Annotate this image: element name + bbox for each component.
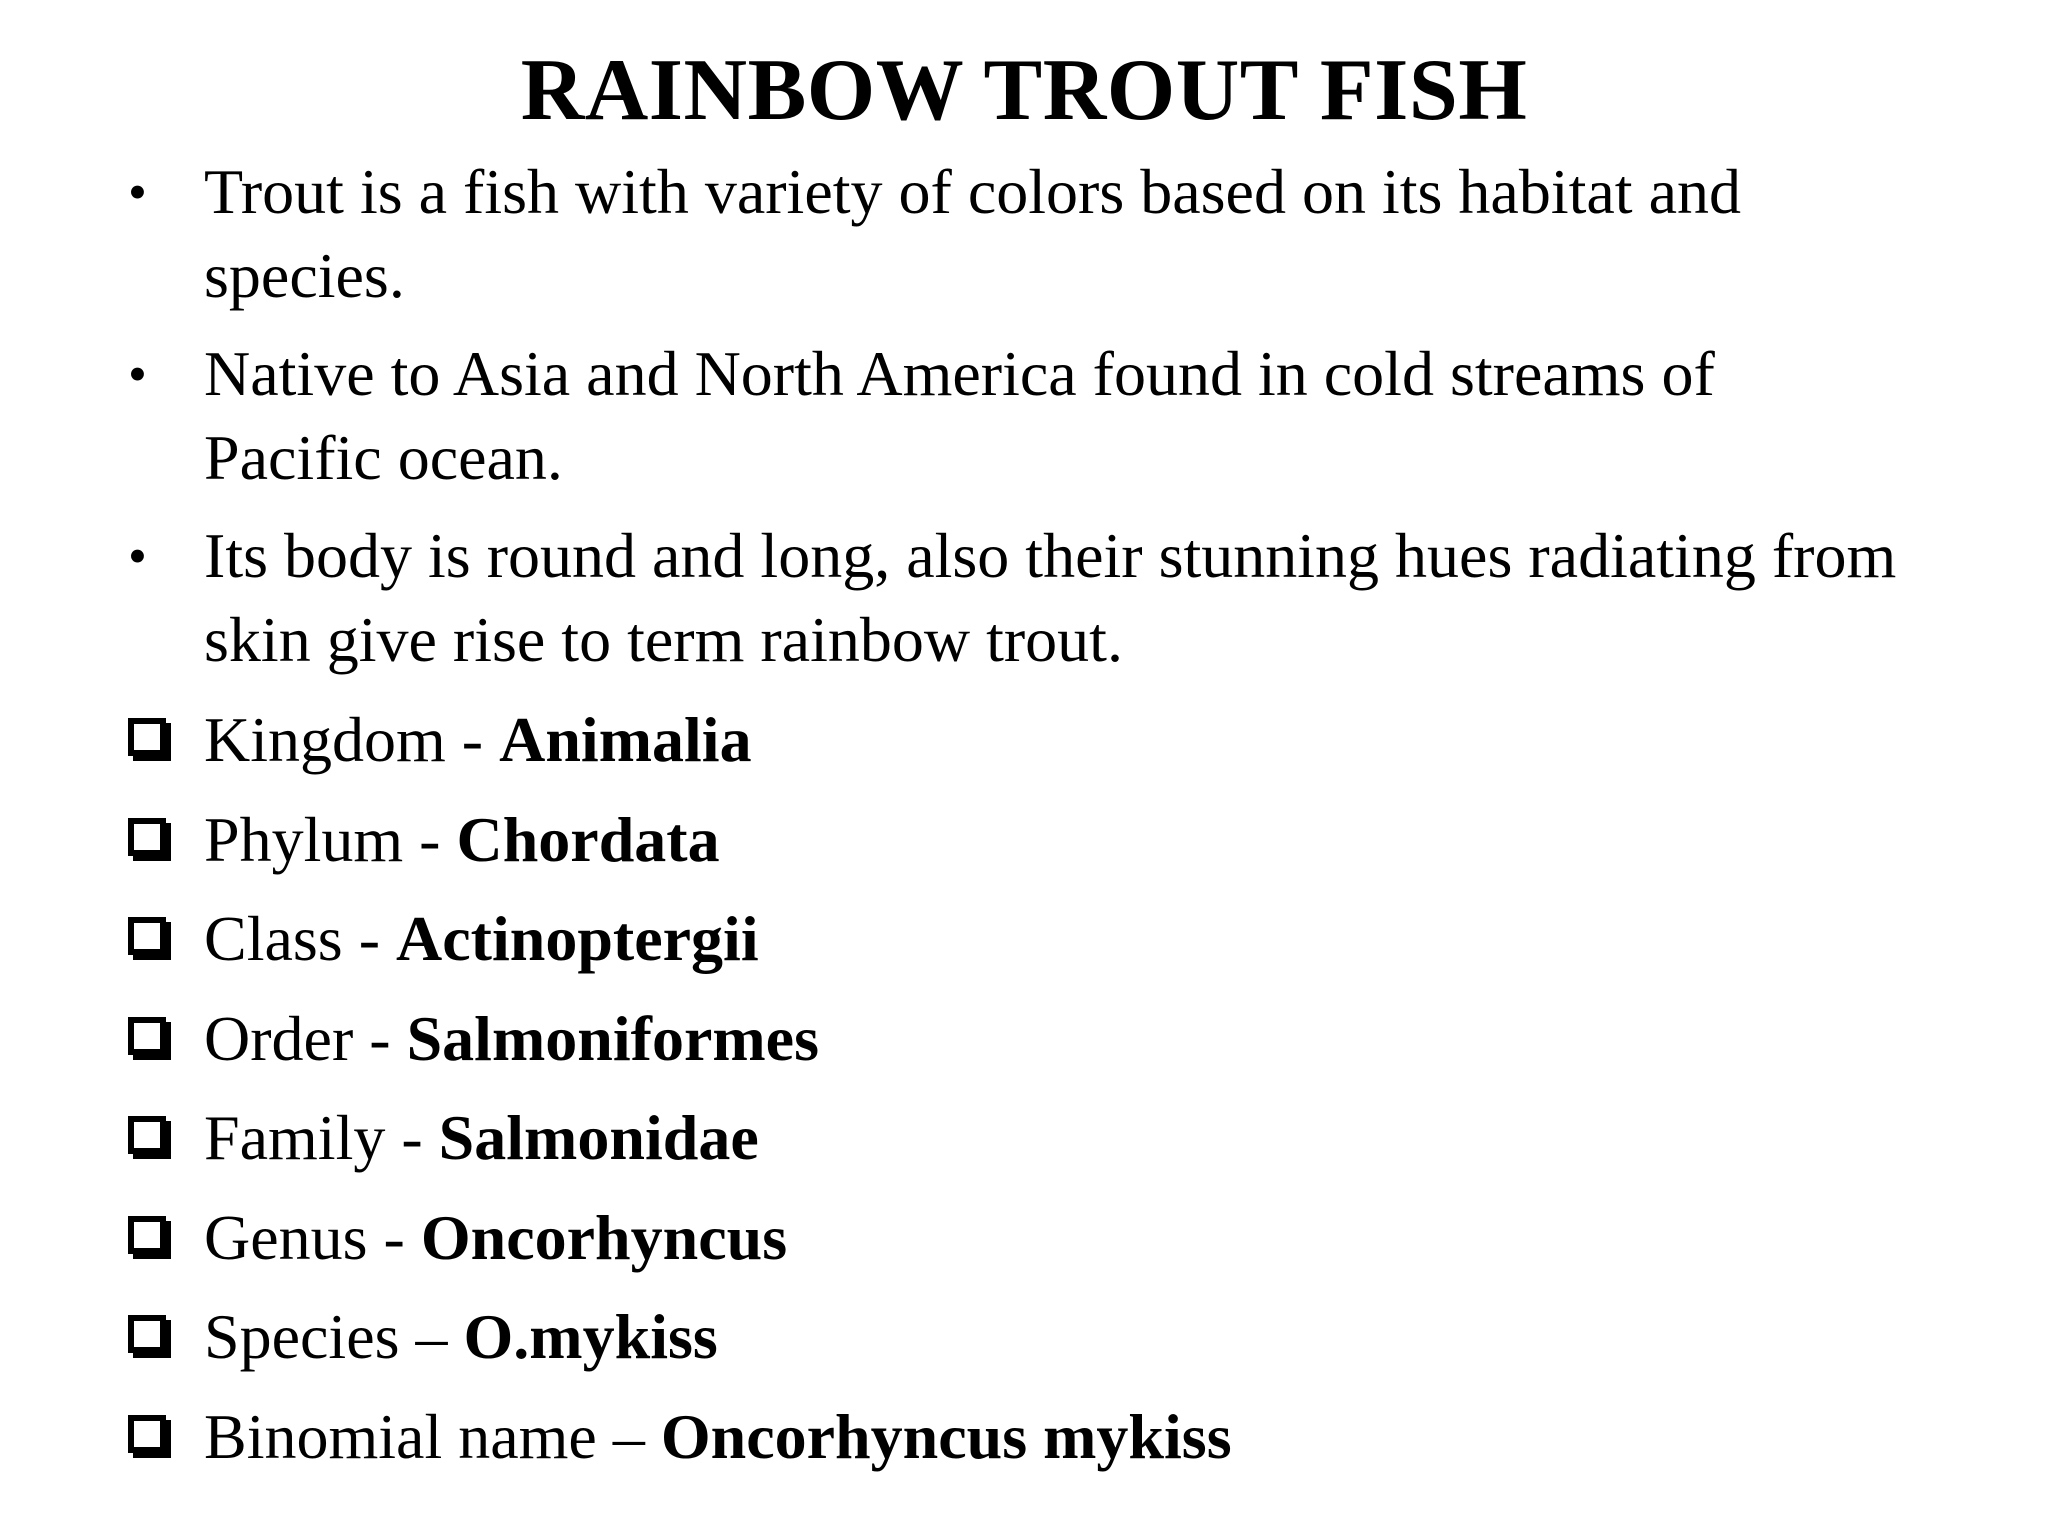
taxon-value: Chordata bbox=[456, 803, 720, 875]
taxon-separator: - bbox=[353, 1002, 407, 1074]
taxon-separator: - bbox=[445, 704, 500, 775]
taxon-separator: – bbox=[596, 1400, 661, 1472]
checkbox-icon bbox=[128, 1315, 166, 1353]
taxon-label: Family bbox=[204, 1102, 386, 1173]
taxon-value: Salmonidae bbox=[438, 1102, 759, 1173]
taxon-label: Species bbox=[204, 1301, 400, 1372]
taxon-label: Binomial name bbox=[204, 1400, 597, 1472]
classification-item-binomial-name bbox=[128, 1387, 1232, 1487]
checkbox-icon bbox=[128, 1116, 166, 1154]
checkbox-icon bbox=[128, 917, 166, 955]
taxon-value: Oncorhyncus mykiss bbox=[660, 1400, 1232, 1472]
taxon-label: Genus bbox=[204, 1201, 368, 1273]
checkbox-icon bbox=[128, 818, 166, 856]
checkbox-icon bbox=[128, 1017, 166, 1055]
description-text: Native to Asia and North America found in cold streams of Pacific ocean. bbox=[204, 338, 1715, 493]
classification-item-species bbox=[128, 1287, 1232, 1387]
classification-list bbox=[128, 690, 1232, 1486]
classification-item-class bbox=[128, 889, 1232, 989]
taxon-separator: - bbox=[385, 1102, 439, 1173]
taxon-label: Order bbox=[204, 1002, 354, 1074]
description-text: Its body is round and long, also their stunning hues radiating from skin give rise to term rainbow trout. bbox=[204, 520, 1897, 675]
classification-item-phylum bbox=[128, 790, 1232, 890]
taxon-value: Oncorhyncus bbox=[420, 1201, 788, 1273]
bullet-icon: • bbox=[128, 344, 147, 404]
taxon-separator: – bbox=[399, 1301, 464, 1372]
checkbox-icon bbox=[128, 1216, 166, 1254]
slide-title: RAINBOW TROUT FISH bbox=[520, 42, 1528, 139]
classification-item-genus bbox=[128, 1188, 1232, 1288]
description-item bbox=[122, 150, 1902, 318]
taxon-separator: - bbox=[403, 803, 457, 875]
taxon-label: Class bbox=[204, 903, 343, 974]
taxon-separator: - bbox=[342, 903, 396, 974]
description-list bbox=[122, 150, 1902, 696]
bullet-icon: • bbox=[128, 526, 147, 586]
taxon-label: Kingdom bbox=[204, 704, 446, 775]
taxon-separator: - bbox=[367, 1201, 421, 1273]
checkbox-icon bbox=[128, 718, 166, 756]
taxon-label: Phylum bbox=[204, 803, 404, 875]
classification-item-kingdom bbox=[128, 690, 1232, 790]
taxon-value: Salmoniformes bbox=[406, 1002, 819, 1074]
description-item bbox=[122, 332, 1902, 500]
classification-item-order bbox=[128, 989, 1232, 1089]
taxon-value: Animalia bbox=[499, 704, 752, 775]
classification-item-family bbox=[128, 1088, 1232, 1188]
checkbox-icon bbox=[128, 1415, 166, 1453]
description-text: Trout is a fish with variety of colors based on its habitat and species. bbox=[204, 156, 1741, 311]
description-item bbox=[122, 514, 1902, 682]
taxon-value: Actinoptergii bbox=[396, 903, 759, 974]
bullet-icon: • bbox=[128, 162, 147, 222]
taxon-value: O.mykiss bbox=[463, 1301, 718, 1372]
